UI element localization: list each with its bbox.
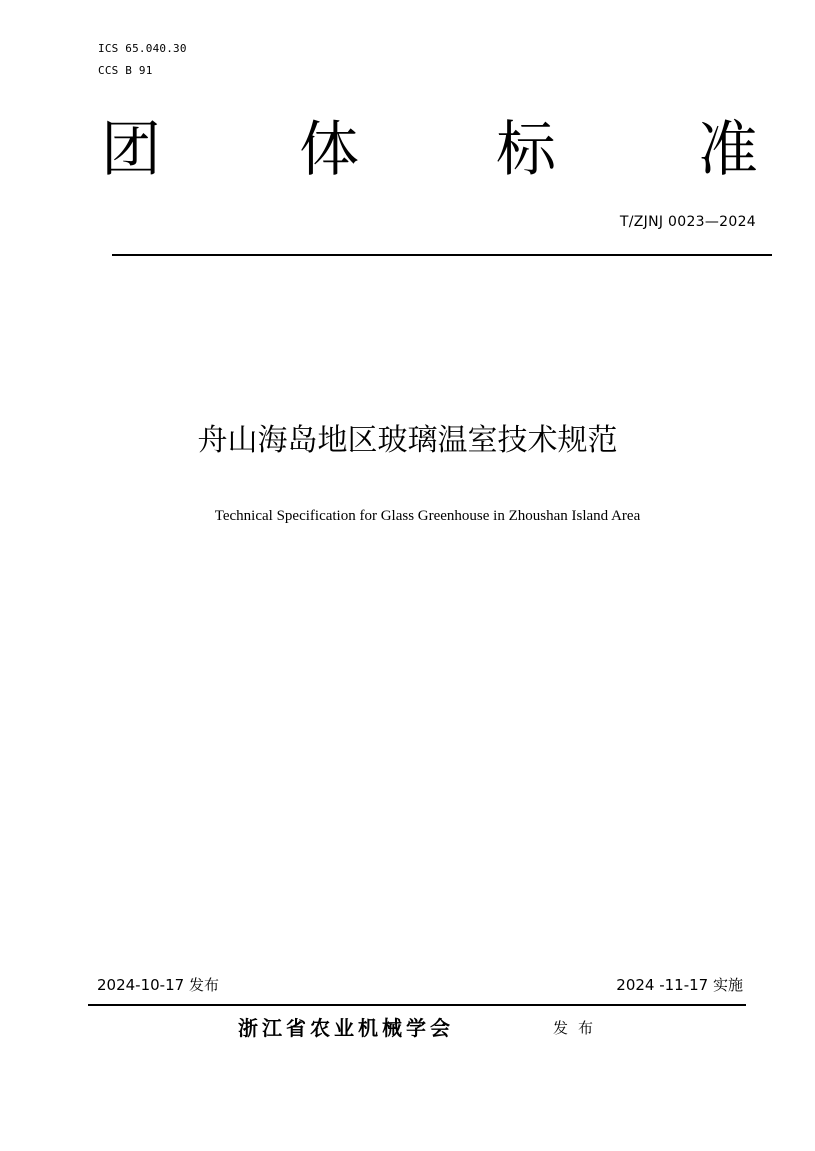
document-title-english: Technical Specification for Glass Greenhouse in Zhoushan Island Area <box>214 508 641 524</box>
document-title-chinese: 舟山海岛地区玻璃温室技术规范 <box>197 423 618 458</box>
standard-type-char-1: 团 <box>101 115 161 185</box>
standard-type-char-2: 体 <box>299 115 359 185</box>
ics-code: ICS 65.040.30 <box>98 42 187 55</box>
issuing-organization: 浙江省农业机械学会 <box>238 1016 454 1040</box>
issue-label: 发布 <box>553 1019 604 1037</box>
ccs-code: CCS B 91 <box>98 64 153 77</box>
publish-date: 2024-10-17 发布 <box>97 976 219 994</box>
standard-type-char-3: 标 <box>496 115 556 185</box>
top-divider <box>112 254 772 256</box>
implement-date: 2024 -11-17 实施 <box>616 976 743 994</box>
standard-type-char-4: 准 <box>698 115 758 185</box>
standard-number: T/ZJNJ 0023—2024 <box>619 214 756 230</box>
bottom-divider <box>88 1004 746 1006</box>
